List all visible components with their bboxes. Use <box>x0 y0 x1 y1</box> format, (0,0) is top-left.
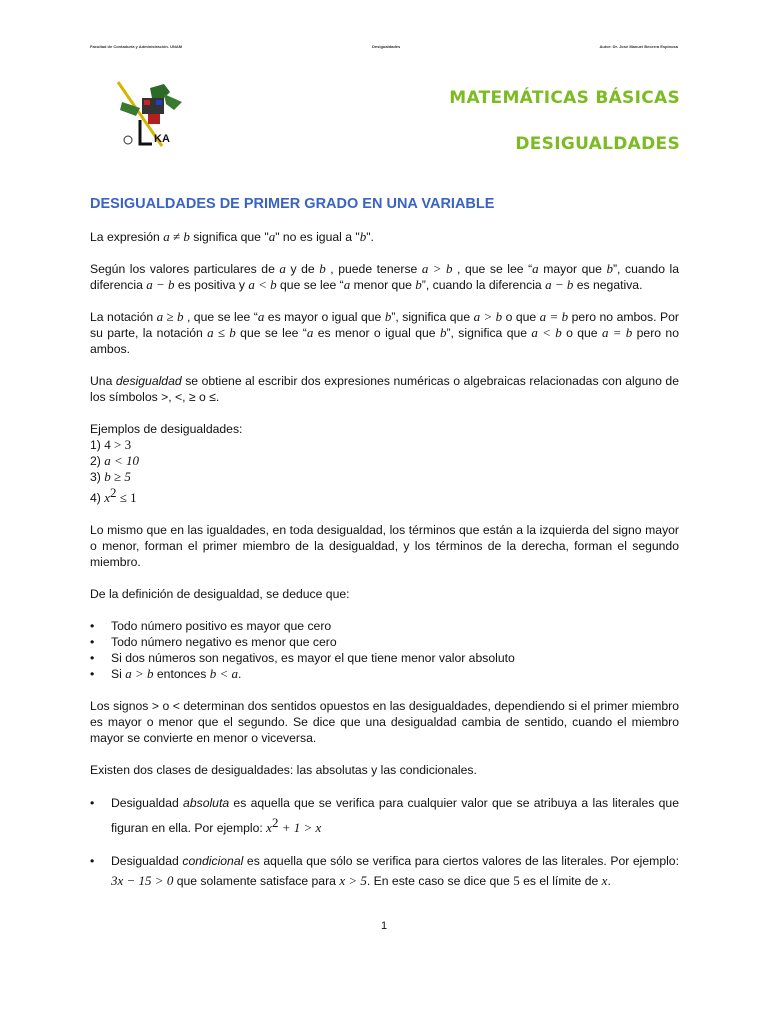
math: a <box>306 325 314 340</box>
faculty-logo <box>112 80 184 150</box>
text: menor que <box>350 278 416 292</box>
math: a < b <box>248 277 277 292</box>
math: x > 5 <box>339 873 367 889</box>
text: es menor o igual que <box>313 326 440 340</box>
properties-list <box>90 618 679 682</box>
math: b <box>384 309 392 324</box>
math: a <box>257 309 265 324</box>
list-item: • Todo número positivo es mayor que cero <box>90 618 679 634</box>
text: es positiva y <box>174 278 249 292</box>
text: entonces <box>153 667 210 682</box>
text: Desigualdad <box>111 796 184 811</box>
math: b < a <box>209 666 239 682</box>
text: que se lee “ <box>235 326 307 340</box>
text: significa que " <box>189 230 269 244</box>
document-body <box>90 229 679 905</box>
header-left: Facultad de Contaduría y Administración. UNAM <box>90 44 183 49</box>
paragraph-inequality <box>90 373 679 405</box>
list-item-conditional <box>90 852 679 891</box>
text: que solamente satisface para <box>173 874 340 889</box>
example-item <box>90 453 679 469</box>
text: es negativa. <box>573 278 643 292</box>
list-item: • Todo número negativo es menor que cero <box>90 634 679 650</box>
text: se obtiene al escribir dos expresiones numéricas o algebraicas relacionadas con alguno de los símbolos >, <, ≥ o ≤. <box>90 374 679 404</box>
text: Según los valores particulares de <box>90 262 280 276</box>
math: 3x − 15 > 0 <box>111 873 174 889</box>
examples-heading: Ejemplos de desigualdades: <box>90 422 243 436</box>
math: a − b <box>146 277 175 292</box>
math: a <box>532 261 539 276</box>
text: mayor que <box>538 262 607 276</box>
text: . <box>238 667 242 682</box>
text: La notación <box>90 310 157 324</box>
math: a < 10 <box>104 453 140 468</box>
text: ”, cuando la diferencia <box>421 278 546 292</box>
math: + 1 > x <box>278 820 322 836</box>
text: , que se lee “ <box>183 310 258 324</box>
example-item <box>90 469 679 485</box>
example-item <box>90 485 679 506</box>
emphasis: desigualdad <box>115 374 182 388</box>
text: pero no ambos. Por su parte, la notación <box>90 310 679 340</box>
paragraph-direction: Los signos > o < determinan dos sentidos opuestos en las desigualdades, dependiendo si el primer miembro es mayor o menor que el segundo. Se dice que una desigualdad cambia de sentido, cuando el miembro mayor se convierte en menor o viceversa. <box>90 699 679 746</box>
math: a = b <box>601 325 633 340</box>
example-number: 4) <box>90 491 101 506</box>
page-number: 1 <box>380 920 388 932</box>
paragraph-classes: Existen dos clases de desigualdades: las absolutas y las condicionales. <box>90 763 477 778</box>
math-exponent: 2 <box>271 815 279 831</box>
math: x <box>104 490 111 506</box>
math: x <box>266 820 272 836</box>
math: b <box>606 261 613 276</box>
text: es aquella que se verifica para cualquier valor que se atribuya a las literales que figuran en ella. Por ejemplo: <box>111 796 679 836</box>
text: y de <box>285 262 320 276</box>
paragraph-values <box>90 261 679 293</box>
math: 5 <box>513 873 520 889</box>
text: Si <box>111 667 126 682</box>
examples-block <box>90 421 679 506</box>
text: pero no ambos. <box>90 326 679 356</box>
text: . <box>607 874 611 889</box>
course-title: MATEMÁTICAS BÁSICAS <box>449 88 680 108</box>
emphasis: absoluta <box>183 796 230 811</box>
math: a <box>279 261 286 276</box>
paragraph-members: Lo mismo que en las igualdades, en toda desigualdad, los términos que están a la izquierda del signo mayor o menor, forman el primer miembro de la desigualdad, y los términos de la derecha, forman el segundo miembro. <box>90 523 679 570</box>
math: a − b <box>545 277 574 292</box>
math: 4 > 3 <box>104 437 132 452</box>
text: ”, significa que <box>391 310 474 324</box>
paragraph-notation <box>90 309 679 357</box>
list-item <box>90 666 679 682</box>
text: es aquella que sólo se verifica para ciertos valores de las literales. Por ejemplo: <box>243 854 679 869</box>
math: x <box>601 873 608 889</box>
math: a > b <box>421 261 453 276</box>
math: a = b <box>539 309 569 324</box>
text: , puede tenerse <box>325 262 422 276</box>
example-item <box>90 437 679 453</box>
math: a ≠ b <box>163 229 190 244</box>
math: a <box>343 277 351 292</box>
text: ”, significa que <box>446 326 532 340</box>
example-number: 2) <box>90 454 101 468</box>
text: o que <box>502 310 540 324</box>
classes-list <box>90 794 679 891</box>
math: a <box>268 229 276 244</box>
header-center: Desigualdades <box>372 44 401 49</box>
math: a ≥ b <box>156 309 184 324</box>
paragraph-definition <box>90 229 679 245</box>
math: a > b <box>473 309 503 324</box>
text: , que se lee “ <box>452 262 533 276</box>
paragraph-deduction: De la definición de desigualdad, se deduce que: <box>90 587 350 602</box>
math: b <box>415 277 422 292</box>
text: " no es igual a " <box>275 230 360 244</box>
text: es mayor o igual que <box>264 310 385 324</box>
example-number: 1) <box>90 438 101 452</box>
math-exponent: 2 <box>110 485 117 500</box>
math: b <box>359 229 367 244</box>
math: b <box>319 261 326 276</box>
header-right: Autor: Dr. José Manuel Becerra Espinosa <box>599 44 678 49</box>
text: o que <box>561 326 602 340</box>
list-item-absolute <box>90 794 679 838</box>
example-number: 3) <box>90 470 101 484</box>
emphasis: condicional <box>182 854 244 869</box>
text: que se lee “ <box>276 278 344 292</box>
text: La expresión <box>90 230 164 244</box>
math: a < b <box>531 325 562 340</box>
section-title: DESIGUALDADES DE PRIMER GRADO EN UNA VARIABLE <box>90 196 495 212</box>
text: Desigualdad <box>111 854 183 869</box>
math: a > b <box>125 666 154 682</box>
math: b ≥ 5 <box>104 469 131 484</box>
list-item: • Si dos números son negativos, es mayor el que tiene menor valor absoluto <box>90 650 679 666</box>
topic-title: DESIGUALDADES <box>515 134 680 154</box>
text: . En este caso se dice que <box>366 874 514 889</box>
math: a ≤ b <box>207 325 236 340</box>
text: Una <box>90 374 116 388</box>
logo-text: KA <box>154 133 170 145</box>
math: ≤ 1 <box>116 490 137 506</box>
text: ". <box>366 230 374 244</box>
text: ”, cuando la diferencia <box>90 262 680 292</box>
math: b <box>439 325 447 340</box>
text: es el límite de <box>519 874 602 889</box>
